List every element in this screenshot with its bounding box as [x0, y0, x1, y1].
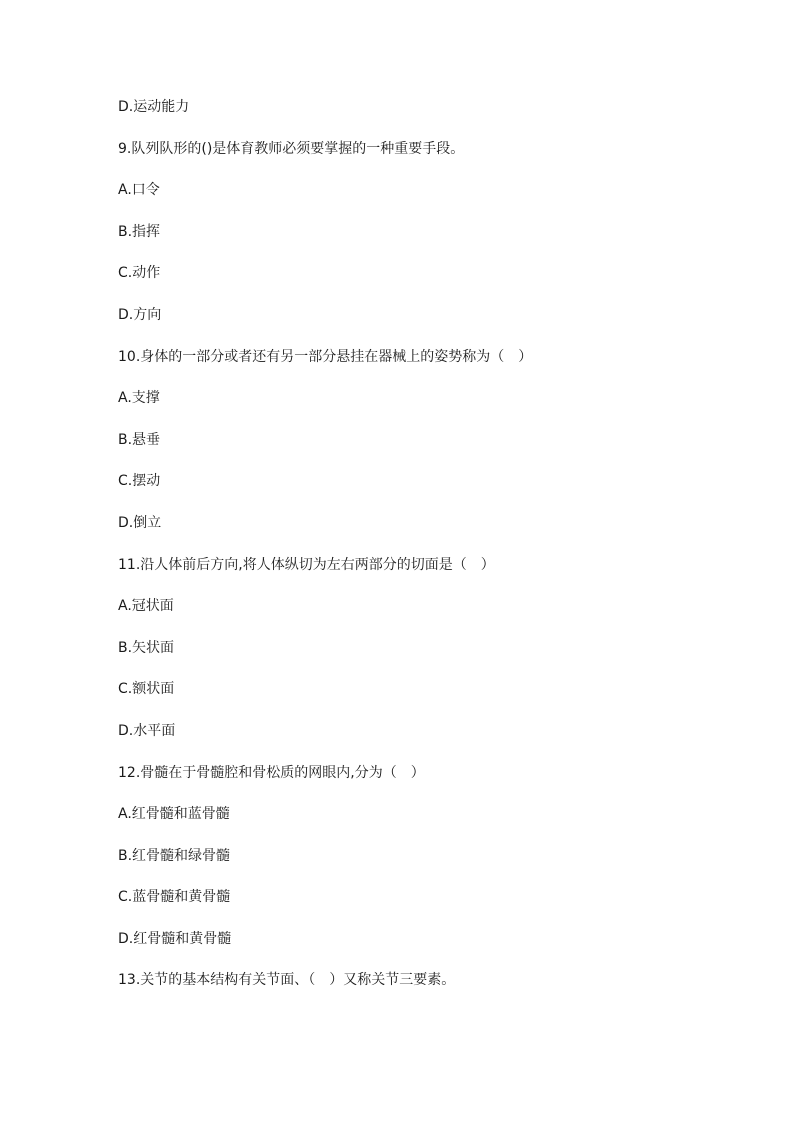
question-line: 12.骨髓在于骨髓腔和骨松质的网眼内,分为（ ） — [118, 764, 425, 781]
option-line: D.水平面 — [118, 722, 176, 739]
option-line: B.红骨髓和绿骨髓 — [118, 847, 231, 864]
question-list — [118, 96, 738, 1011]
option-line: B.指挥 — [118, 223, 161, 240]
question-line: 11.沿人体前后方向,将人体纵切为左右两部分的切面是（ ） — [118, 556, 495, 573]
option-line: C.动作 — [118, 265, 161, 282]
option-line: A.支撑 — [118, 390, 160, 407]
option-line: C.蓝骨髓和黄骨髓 — [118, 889, 231, 906]
option-line: D.方向 — [118, 306, 162, 323]
option-line: D.倒立 — [118, 514, 162, 531]
option-line: C.摆动 — [118, 473, 161, 490]
question-line: 9.队列队形的()是体育教师必须要掌握的一种重要手段。 — [118, 140, 465, 157]
option-line: C.额状面 — [118, 681, 175, 698]
option-line: A.冠状面 — [118, 598, 174, 615]
question-line: 13.关节的基本结构有关节面、（ ）又称关节三要素。 — [118, 972, 456, 989]
option-line: B.悬垂 — [118, 431, 161, 448]
option-line: D.红骨髓和黄骨髓 — [118, 930, 232, 947]
option-line: A.口令 — [118, 182, 160, 199]
option-line: B.矢状面 — [118, 639, 175, 656]
option-line: D.运动能力 — [118, 99, 190, 115]
option-line: A.红骨髓和蓝骨髓 — [118, 806, 230, 823]
question-line: 10.身体的一部分或者还有另一部分悬挂在器械上的姿势称为（ ） — [118, 348, 533, 365]
